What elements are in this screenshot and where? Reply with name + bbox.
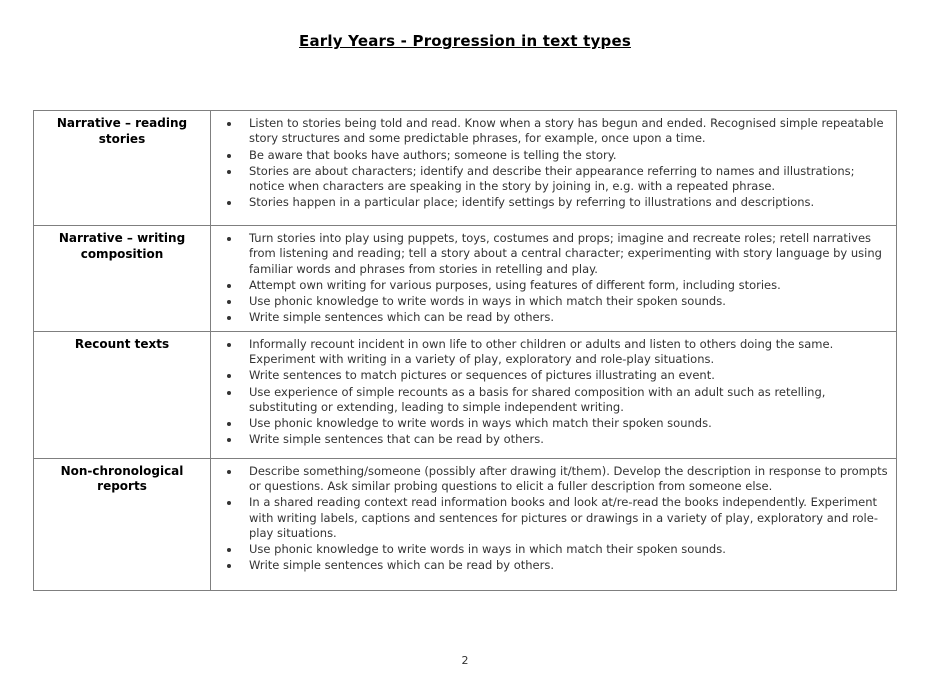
bullet-list (241, 116, 890, 211)
bullet-item: • Describe something/someone (possibly after drawing it/them). Develop the description in response to prompts or questions. Ask similar probing questions to elicit a fuller description from someone else. (241, 464, 890, 495)
bullet-item: • Attempt own writing for various purposes, using features of different form, including stories. (241, 278, 890, 293)
bullet-item: • Use experience of simple recounts as a basis for shared composition with an adult such as retelling, substituting or extending, leading to simple independent writing. (241, 385, 890, 416)
row-content-recount-texts (211, 331, 897, 458)
row-label-non-chronological: Non-chronological reports (34, 458, 211, 590)
bullet-item: • Stories are about characters; identify and describe their appearance referring to names and illustrations; notice when characters are speaking in the story by joining in, e.g. with a repeated phrase. (241, 164, 890, 195)
page-number: 2 (461, 654, 469, 667)
bullet-list (241, 337, 890, 448)
bullet-list (241, 464, 890, 574)
row-content-non-chronological (211, 458, 897, 590)
row-label-narrative-reading: Narrative – reading stories (34, 111, 211, 226)
bullet-item: • Use phonic knowledge to write words in ways in which match their spoken sounds. (241, 542, 890, 557)
bullet-item: • Use phonic knowledge to write words in ways in which match their spoken sounds. (241, 294, 890, 309)
table-row (34, 226, 897, 332)
row-label-recount-texts: Recount texts (34, 331, 211, 458)
row-content-narrative-writing (211, 226, 897, 332)
bullet-item: • Use phonic knowledge to write words in ways which match their spoken sounds. (241, 416, 890, 431)
table-row (34, 111, 897, 226)
bullet-item: • Informally recount incident in own life to other children or adults and listen to others doing the same. Experiment with writing in a variety of play, exploratory and role-play situations. (241, 337, 890, 368)
bullet-item: • Write simple sentences which can be read by others. (241, 558, 890, 573)
table-row (34, 331, 897, 458)
bullet-item: • Listen to stories being told and read. Know when a story has begun and ended. Recognised simple repeatable story structures and some predictable phrases, for example, once upon a time. (241, 116, 890, 147)
table-row (34, 458, 897, 590)
bullet-item: • Stories happen in a particular place; identify settings by referring to illustrations and descriptions. (241, 195, 890, 210)
page-title: Early Years - Progression in text types (299, 32, 631, 50)
bullet-item: • In a shared reading context read information books and look at/re-read the books independently. Experiment with writing labels, captions and sentences for pictures or drawings in a variety of play, exploratory and role-play situations. (241, 495, 890, 541)
progression-table (33, 110, 897, 591)
bullet-item: • Turn stories into play using puppets, toys, costumes and props; imagine and recreate roles; retell narratives from listening and reading; tell a story about a central character; experimenting with story language by using familiar words and phrases from stories in retelling and play. (241, 231, 890, 277)
bullet-item: • Write simple sentences which can be read by others. (241, 310, 890, 325)
bullet-list (241, 231, 890, 326)
bullet-item: • Write sentences to match pictures or sequences of pictures illustrating an event. (241, 368, 890, 383)
row-content-narrative-reading (211, 111, 897, 226)
row-label-narrative-writing: Narrative – writing composition (34, 226, 211, 332)
bullet-item: • Be aware that books have authors; someone is telling the story. (241, 148, 890, 163)
bullet-item: • Write simple sentences that can be read by others. (241, 432, 890, 447)
